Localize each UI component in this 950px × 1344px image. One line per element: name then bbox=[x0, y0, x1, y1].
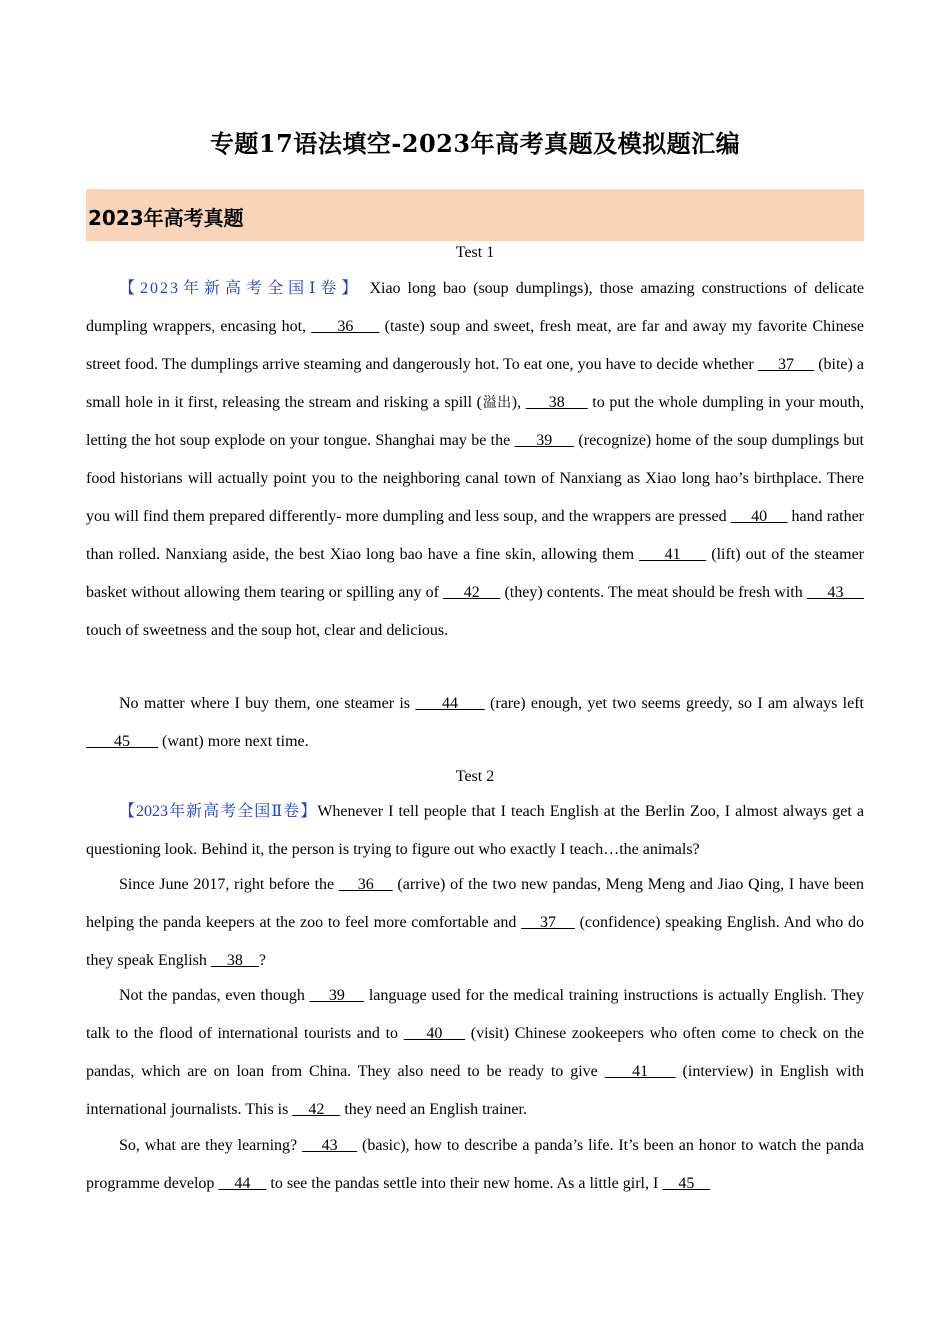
blank-39[interactable]: 39 bbox=[514, 432, 575, 449]
test2-paragraph-2: Since June 2017, right before the 36 (arrive) of the two new pandas, Meng Meng and Jiao Qing, I have been helping the panda keepers at the zoo to feel more comfortable and 37 (confidence) speaking English. And who do they speak English 38 ? bbox=[86, 876, 865, 969]
test1-label: Test 1 bbox=[455, 244, 495, 261]
test2-paragraph-4: So, what are they learning? 43 (basic), how to describe a panda’s life. It’s been an honor to watch the panda programme develop 44 to see the pandas settle into their new home. As a little girl, I 45 bbox=[86, 1137, 865, 1192]
blank-41[interactable]: 41 bbox=[639, 546, 707, 563]
blank-38[interactable]: 38 bbox=[525, 394, 588, 411]
test2-label: Test 2 bbox=[455, 768, 495, 785]
test2-source-tag: 【2023年新高考全国Ⅱ卷】 bbox=[119, 803, 318, 820]
t2-blank-36[interactable]: 36 bbox=[338, 876, 393, 893]
t2-blank-39[interactable]: 39 bbox=[309, 987, 365, 1004]
blank-44[interactable]: 44 bbox=[415, 695, 485, 712]
test1-paragraph-2: No matter where I buy them, one steamer is 44 (rare) enough, yet two seems greedy, so I am always left 45 (want) more next time. bbox=[86, 695, 865, 750]
test1-source-tag: 【2023年新高考全国Ⅰ卷】 bbox=[119, 280, 363, 297]
t2-blank-45[interactable]: 45 bbox=[662, 1175, 711, 1192]
t2-blank-42[interactable]: 42 bbox=[292, 1101, 341, 1118]
t2-blank-40[interactable]: 40 bbox=[403, 1025, 466, 1042]
blank-40[interactable]: 40 bbox=[730, 508, 788, 525]
section-title: 2023年高考真题 bbox=[88, 206, 244, 230]
t2-blank-37[interactable]: 37 bbox=[521, 914, 575, 931]
t2-blank-38[interactable]: 38 bbox=[210, 952, 259, 969]
blank-45[interactable]: 45 bbox=[86, 733, 158, 750]
t2-blank-41[interactable]: 41 bbox=[604, 1063, 676, 1080]
blank-36[interactable]: 36 bbox=[311, 318, 380, 335]
document-title: 专题17语法填空-2023年高考真题及模拟题汇编 bbox=[209, 129, 741, 158]
t2-blank-44[interactable]: 44 bbox=[218, 1175, 267, 1192]
blank-43[interactable]: 43 bbox=[806, 584, 865, 601]
test1-paragraph-1: 【2023年新高考全国Ⅰ卷】 Xiao long bao (soup dumplings), those amazing constructions of delicate dumpling wrappers, encasing hot, 36 (taste) soup and sweet, fresh meat, are far and away my favorite Chinese street food. The dumplings arrive steaming and dangerously hot. To eat one, you have to decide whether 37 (bite) a small hole in it first, releasing the stream and risking a spill (溢出), 38 to put the whole dumpling in your mouth, letting the hot soup explode on your tongue. Shanghai may be the 39 (recognize) home of the soup dumplings but food historians will actually point you to the neighboring canal town of Nanxiang as Xiao long hao’s birthplace. There you will find them prepared differently- more dumpling and less soup, and the wrappers are pressed 40 hand rather than rolled. Nanxiang aside, the best Xiao long bao have a fine skin, allowing them 41 (lift) out of the steamer basket without allowing them tearing or spilling any of 42 (they) contents. The meat should be fresh with 43 touch of sweetness and the soup hot, clear and delicious. bbox=[86, 280, 865, 639]
t2-blank-43[interactable]: 43 bbox=[302, 1137, 358, 1154]
blank-42[interactable]: 42 bbox=[443, 584, 501, 601]
test2-paragraph-3: Not the pandas, even though 39 language used for the medical training instructions is actually English. They talk to the flood of international tourists and to 40 (visit) Chinese zookeepers who often come to check on the pandas, which are on loan from China. They also need to be ready to give 41 (interview) in English with international journalists. This is 42 they need an English trainer. bbox=[86, 987, 865, 1118]
test2-paragraph-1: 【2023年新高考全国Ⅱ卷】Whenever I tell people that I teach English at the Berlin Zoo, I almost always get a questioning look. Behind it, the person is trying to figure out who exactly I teach…the animals? bbox=[86, 803, 864, 858]
section-header bbox=[86, 189, 864, 241]
blank-37[interactable]: 37 bbox=[757, 356, 815, 373]
